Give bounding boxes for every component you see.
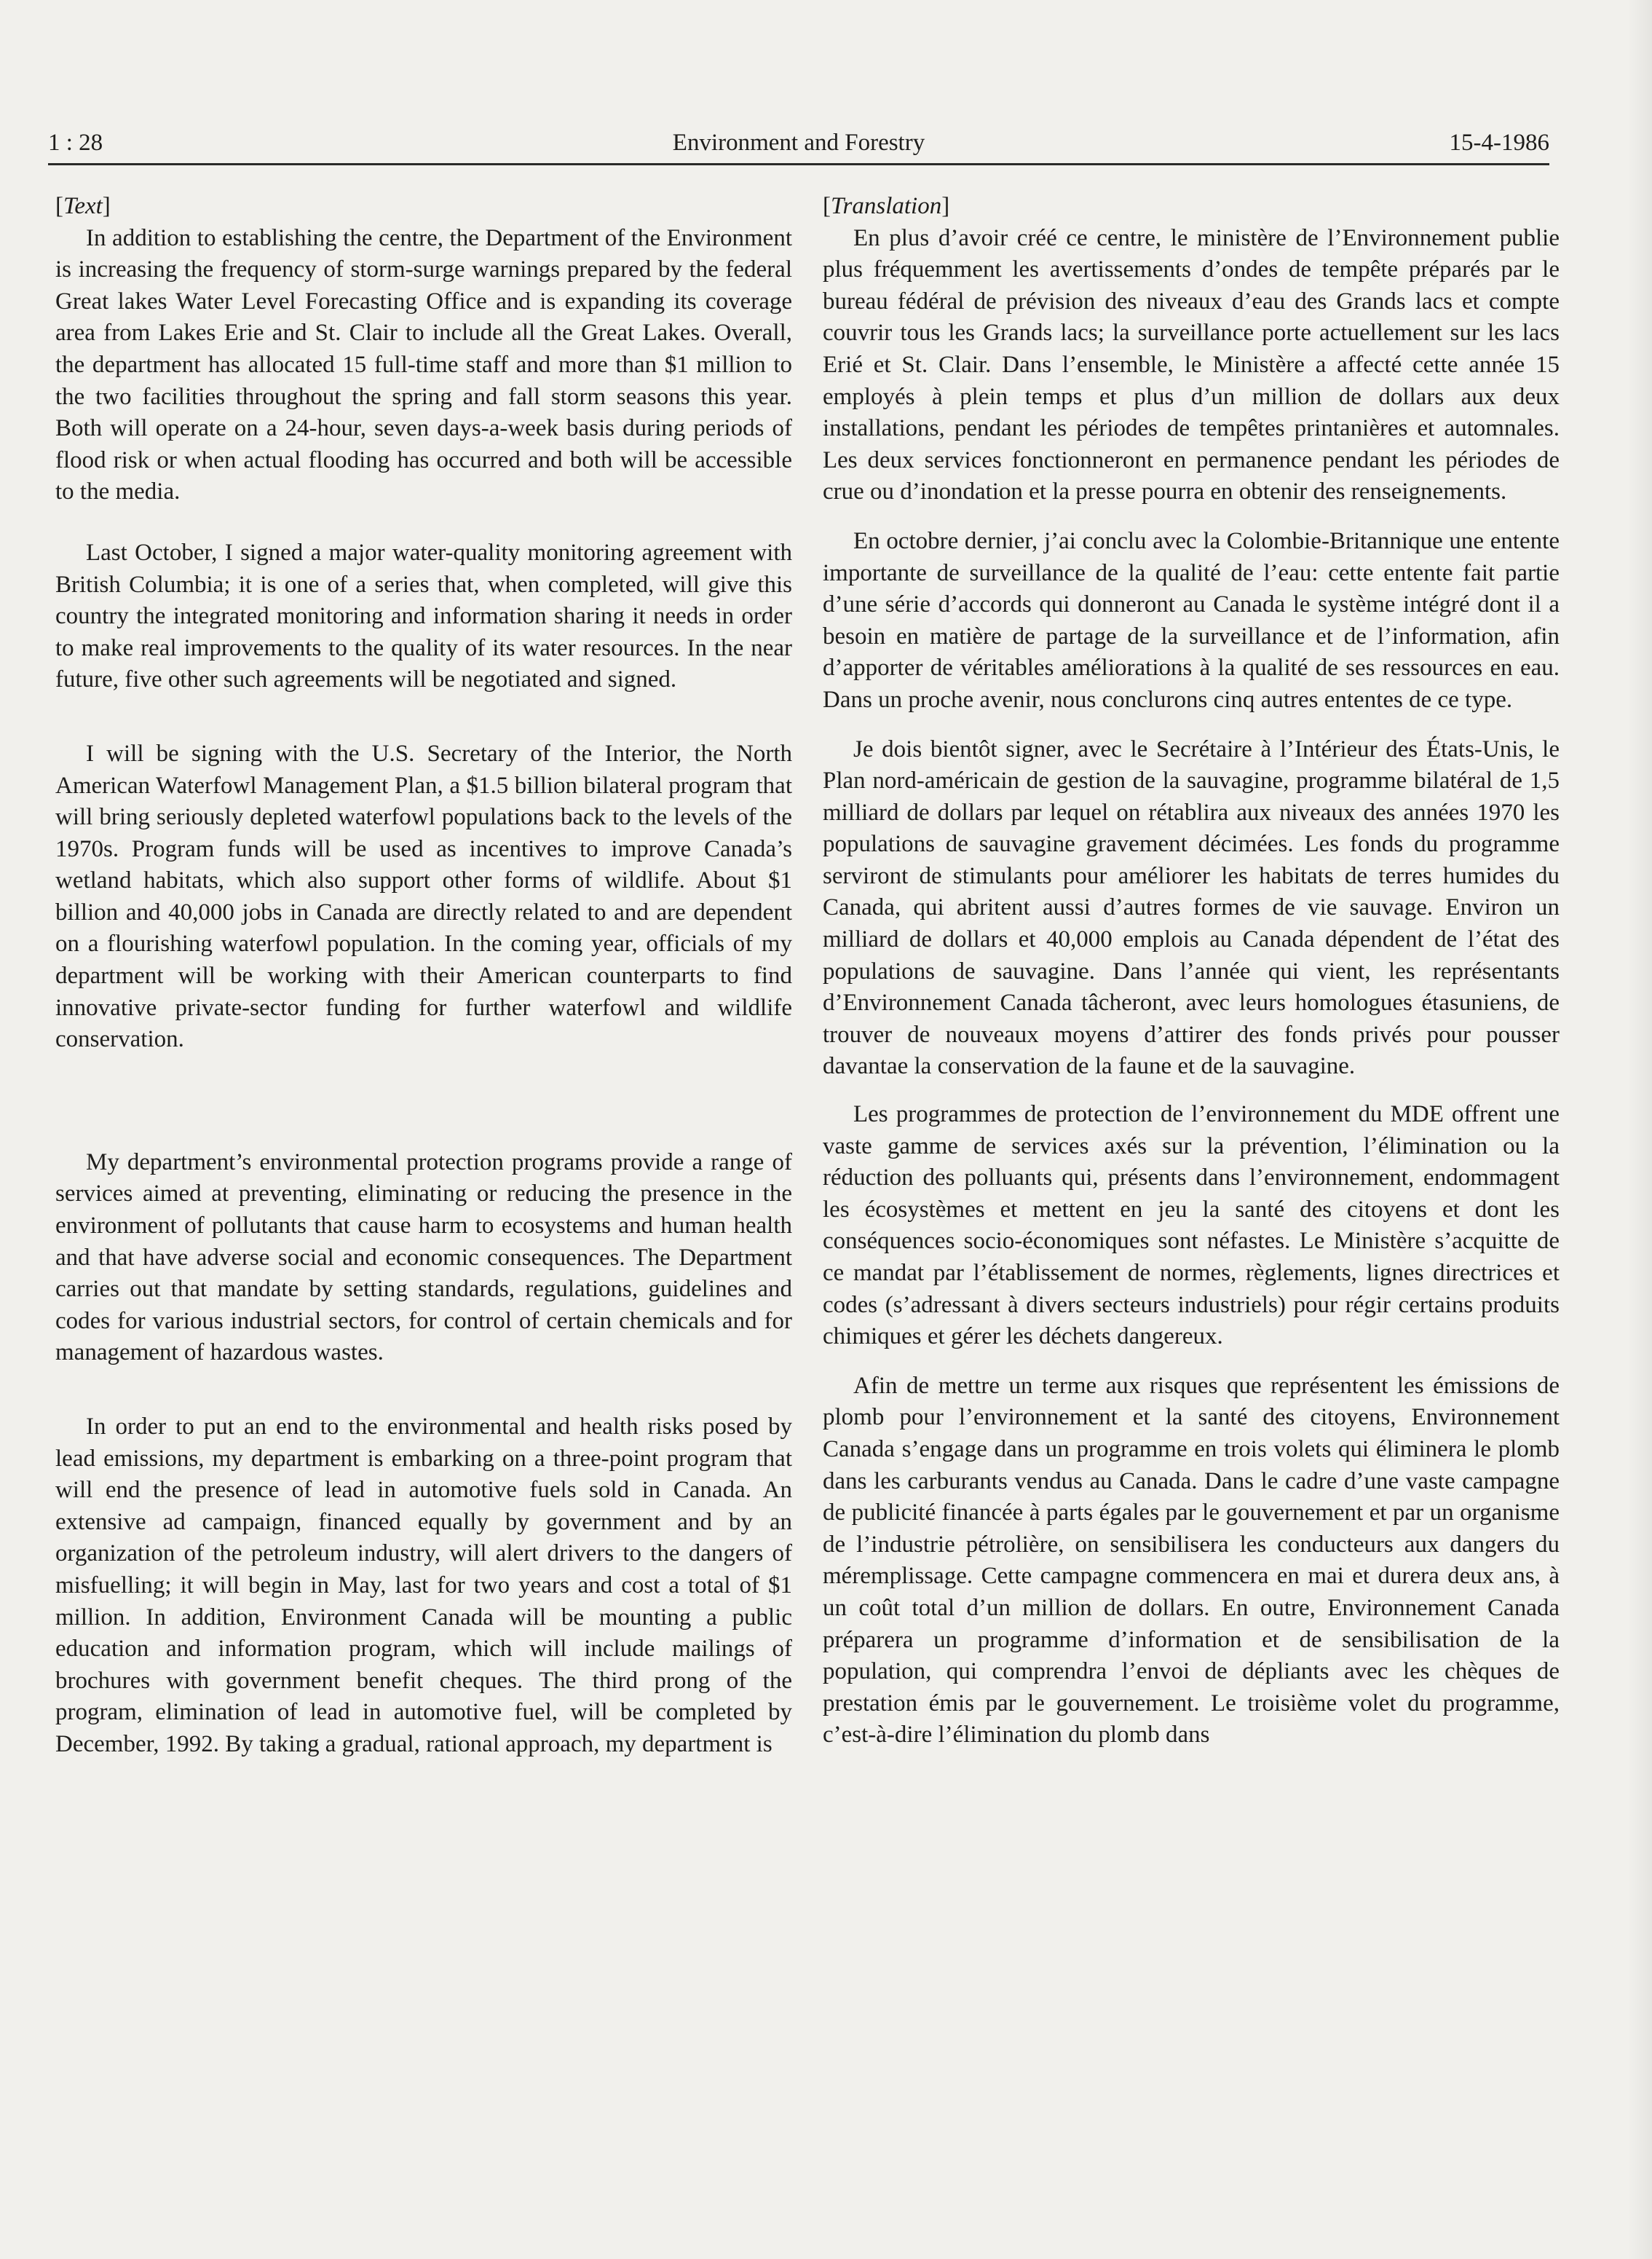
column-label: [Text] (55, 193, 111, 219)
header-rule (48, 163, 1549, 165)
column-label: [Translation] (823, 193, 950, 219)
paragraph: En plus d’avoir créé ce centre, le ministère de l’Environnement publie plus fréquemment les avertissements d’ondes de tempête préparés par le bureau fédéral de prévision des niveaux d’eau des Grands lacs et compte couvrir tous les Grands lacs; la surveillance porte actuellement sur les lacs Erié et St. Clair. Dans l’ensemble, le Ministère a affecté cette année 15 employés à plein temps et plus d’un million de dollars aux deux installations, pendant les périodes de tempêtes printanières et automnales. Les deux services fonctionneront en permanence pendant les périodes de crue ou d’inondation et la presse pourra en obtenir des renseignements. (823, 224, 1560, 505)
page-header (48, 122, 1549, 163)
header-date: 15-4-1986 (1449, 130, 1549, 156)
paragraph: In order to put an end to the environmental and health risks posed by lead emissions, my department is embarking on a three-point program that will end the presence of lead in automotive fuels sold in Canada. An extensive ad campaign, financed equally by government and by an organization of the petroleum industry, will alert drivers to the dangers of misfuelling; it will begin in May, last for two years and cost a total of $1 million. In addition, Environment Canada will be mounting a public education and information program, which will include mailings of brochures with government benefit cheques. The third prong of the program, elimination of lead in automotive fuel, will be completed by December, 1992. By taking a gradual, rational approach, my department is (55, 1414, 792, 1757)
paragraph: Last October, I signed a major water-quality monitoring agreement with British Columbia; it is one of a series that, when completed, will give this country the integrated monitoring and information sharing it needs in order to make real improvements to the quality of its water resources. In the near future, five other such agreements will be negotiated and signed. (55, 539, 792, 693)
paragraph: Je dois bientôt signer, avec le Secrétaire à l’Intérieur des États-Unis, le Plan nord-américain de gestion de la sauvagine, programme bilatéral de 1,5 milliard de dollars par lequel on rétablira aux niveaux des années 1970 les populations de sauvagine gravement décimées. Les fonds du programme serviront de stimulants pour améliorer les habitats de terres humides du Canada, qui abritent aussi d’autres formes de vie sauvage. Environ un milliard de dollars et 40,000 emplois au Canada dépendent de l’état des populations de sauvagine. Dans l’année qui vient, les représentants d’Environnement Canada tâcheront, avec leurs homologues étasuniens, de trouver de nouveaux moyens d’attirer des fonds privés pour pousser davantae la conservation de la faune et de la sauvagine. (823, 736, 1560, 1080)
column-label-text: Translation (831, 193, 942, 219)
column-label-text: Text (63, 193, 103, 219)
paragraph: In addition to establishing the centre, the Department of the Environment is increasing the frequency of storm-surge warnings prepared by the federal Great lakes Water Level Forecasting Office and is expanding its coverage area from Lakes Erie and St. Clair to include all the Great Lakes. Overall, the department has allocated 15 full-time staff and more than $1 million to the two facilities throughout the spring and fall storm seasons this year. Both will operate on a 24-hour, seven days-a-week basis during periods of flood risk or when actual flooding has occurred and both will be accessible to the media. (55, 224, 792, 505)
french-column (823, 191, 1560, 1751)
english-column (55, 191, 792, 1761)
paragraph: My department’s environmental protection programs provide a range of services aimed at preventing, eliminating or reducing the presence in the environment of pollutants that cause harm to ecosystems and human health and that have adverse social and economic consequences. The Department carries out that mandate by setting standards, regulations, guidelines and codes for various industrial sectors, for control of certain chemicals and for management of hazardous wastes. (55, 1148, 792, 1366)
running-title: Environment and Forestry (672, 130, 925, 156)
page-number: 1 : 28 (48, 130, 103, 156)
paragraph: En octobre dernier, j’ai conclu avec la Colombie-Britannique une entente importante de surveillance de la qualité de l’eau: cette entente fait partie d’une série d’accords qui donneront au Canada le système intégré dont il a besoin en matière de partage de la surveillance et de l’information, afin d’apporter de véritables améliorations à la qualité de ses ressources en eau. Dans un proche avenir, nous conclurons cinq autres ententes de ce type. (823, 527, 1560, 713)
page-edge-shadow (1627, 0, 1652, 2259)
paragraph: Les programmes de protection de l’environnement du MDE offrent une vaste gamme de services axés sur la prévention, l’élimination ou la réduction des polluants qui, présents dans l’environnement, endommagent les écosystèmes et mettent en jeu la santé des citoyens et dont les conséquences socio-économiques sont néfastes. Le Ministère s’acquitte de ce mandat par l’établissement de normes, règlements, lignes directrices et codes (s’adressant à divers secteurs industriels) pour régir certains produits chimiques et gérer les déchets dangereux. (823, 1101, 1560, 1350)
paragraph: I will be signing with the U.S. Secretary of the Interior, the North American Waterfowl Management Plan, a $1.5 billion bilateral program that will bring seriously depleted waterfowl populations back to the levels of the 1970s. Program funds will be used as incentives to improve Canada’s wetland habitats, which also support other forms of wildlife. About $1 billion and 40,000 jobs in Canada are directly related to and are dependent on a flourishing waterfowl population. In the coming year, officials of my department will be working with their American counterparts to find innovative private-sector funding for further waterfowl and wildlife conservation. (55, 740, 792, 1053)
paragraph: Afin de mettre un terme aux risques que représentent les émissions de plomb pour l’environnement et la santé des citoyens, Environnement Canada s’engage dans un programme en trois volets qui éliminera le plomb dans les carburants vendus au Canada. Dans le cadre d’une vaste campagne de publicité financée à parts égales par le gouvernement et par un organisme de l’industrie pétrolière, on sensibilisera les conducteurs aux dangers du méremplissage. Cette campagne commencera en mai et durera deux ans, à un coût total d’un million de dollars. En outre, Environnement Canada préparera un programme d’information et de sensibilisation de la population, qui comprendra l’envoi de dépliants avec les chèques de prestation émis par le gouvernement. Le troisième volet du programme, c’est-à-dire l’élimination du plomb dans (823, 1372, 1560, 1749)
